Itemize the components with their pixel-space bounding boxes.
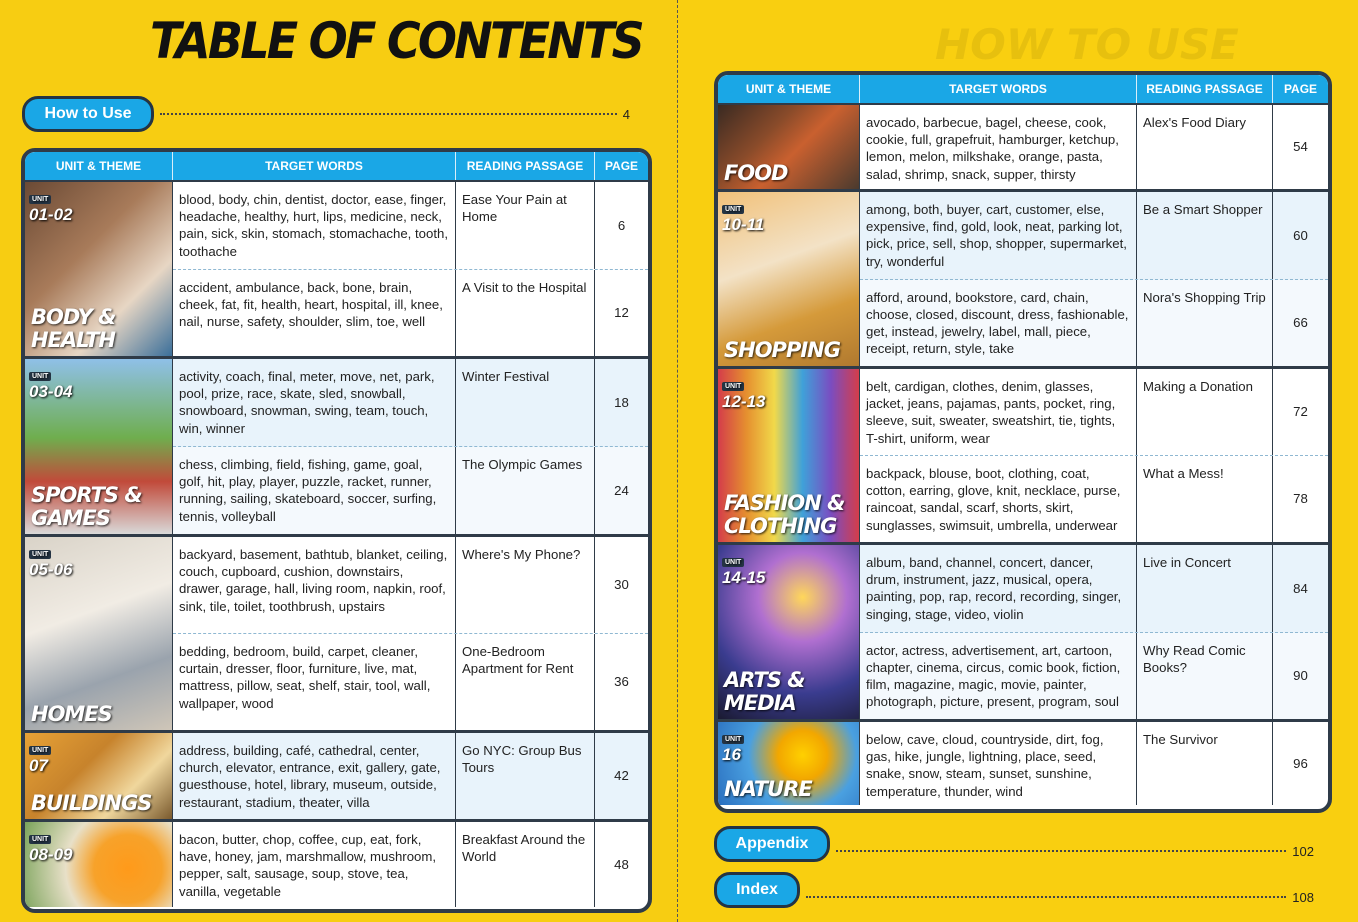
unit-number-tag xyxy=(722,198,764,234)
reading-passage-link[interactable]: The Survivor xyxy=(1137,722,1273,805)
theme-line: ARTS & MEDIA xyxy=(724,668,805,715)
unit-number: 03-04 xyxy=(29,382,73,401)
unit-theme-name xyxy=(31,703,112,726)
unit-label: UNIT xyxy=(722,205,744,214)
header-words: TARGET WORDS xyxy=(173,152,456,180)
unit-label: UNIT xyxy=(722,382,744,391)
table-row[interactable] xyxy=(860,369,1328,456)
leader-dots xyxy=(806,896,1286,898)
unit-label: UNIT xyxy=(722,558,744,567)
unit-theme-image xyxy=(25,182,173,356)
reading-passage-link[interactable]: Live in Concert xyxy=(1137,545,1273,632)
target-words: below, cave, cloud, countryside, dirt, fog, gas, hike, jungle, lightning, place, seed, snake, snow, steam, sunset, sunshine, temperature, thunder, wind xyxy=(860,722,1137,805)
reading-passage-link[interactable]: A Visit to the Hospital xyxy=(456,270,595,357)
unit-block xyxy=(25,733,648,822)
theme-line: GAMES xyxy=(31,506,110,530)
reading-passage-link[interactable]: Winter Festival xyxy=(456,359,595,446)
unit-rows xyxy=(173,359,648,534)
table-header xyxy=(25,152,648,182)
target-words: accident, ambulance, back, bone, brain, cheek, fat, fit, health, heart, hospital, ill, knee, nail, nurse, safety, shoulder, slim, toe, well xyxy=(173,270,456,357)
unit-number-tag xyxy=(29,828,72,864)
unit-theme-image xyxy=(25,537,173,730)
unit-theme-image xyxy=(718,545,860,719)
appendix-row[interactable] xyxy=(714,826,1314,862)
table-row[interactable] xyxy=(173,822,648,907)
unit-theme-name xyxy=(724,669,859,715)
page-number: 24 xyxy=(614,482,629,498)
unit-theme-name xyxy=(724,162,787,185)
unit-theme-image xyxy=(718,722,860,805)
theme-line: HEALTH xyxy=(31,328,115,352)
page-number: 12 xyxy=(614,305,629,321)
target-words: avocado, barbecue, bagel, cheese, cook, cookie, full, grapefruit, hamburger, ketchup, lemon, melon, milkshake, orange, pasta, salad, shrimp, snack, supper, thirsty xyxy=(860,105,1137,189)
unit-theme-image xyxy=(718,369,860,542)
page-number: 18 xyxy=(614,394,629,410)
unit-rows xyxy=(860,192,1328,366)
unit-rows xyxy=(173,537,648,730)
table-row[interactable] xyxy=(173,359,648,447)
unit-label: UNIT xyxy=(29,550,51,559)
reading-passage-link[interactable]: Why Read Comic Books? xyxy=(1137,633,1273,720)
unit-block xyxy=(718,369,1328,545)
target-words: album, band, channel, concert, dancer, drum, instrument, jazz, musical, opera, painting, pop, rap, record, recording, singer, singing, stage, video, violin xyxy=(860,545,1137,632)
table-row[interactable] xyxy=(173,447,648,534)
table-row[interactable] xyxy=(173,634,648,730)
header-passage: READING PASSAGE xyxy=(1137,75,1273,103)
unit-label: UNIT xyxy=(29,372,51,381)
unit-number: 12-13 xyxy=(722,392,766,411)
page-number: 66 xyxy=(1293,315,1308,331)
page-number: 78 xyxy=(1293,491,1308,507)
theme-line: HOMES xyxy=(31,702,112,726)
appendix-button[interactable]: Appendix xyxy=(714,826,830,862)
unit-rows xyxy=(860,105,1328,189)
reading-passage-link[interactable]: Go NYC: Group Bus Tours xyxy=(456,733,595,819)
unit-block xyxy=(25,359,648,537)
unit-block xyxy=(718,545,1328,722)
target-words: afford, around, bookstore, card, chain, choose, closed, discount, dress, fashionable, get, instead, jewelry, label, mall, piece, receipt, return, style, take xyxy=(860,280,1137,367)
reading-passage-link[interactable]: Nora's Shopping Trip xyxy=(1137,280,1273,367)
unit-number: 16 xyxy=(722,745,741,764)
unit-number-tag xyxy=(29,365,72,401)
target-words: chess, climbing, field, fishing, game, goal, golf, hit, play, player, puzzle, racket, runner, running, sailing, skateboard, soccer, surfing, tennis, volleyball xyxy=(173,447,456,534)
theme-line: FASHION & xyxy=(724,491,845,515)
page-number: 90 xyxy=(1293,668,1308,684)
leader-dots xyxy=(836,850,1286,852)
unit-block xyxy=(718,105,1328,192)
unit-theme-name xyxy=(724,339,840,362)
page-number: 30 xyxy=(614,577,629,593)
target-words: backyard, basement, bathtub, blanket, ceiling, couch, cupboard, cushion, downstairs, drawer, garage, hall, living room, napkin, roof, sink, tile, toilet, toothbrush, upstairs xyxy=(173,537,456,633)
unit-block xyxy=(25,537,648,733)
table-row[interactable] xyxy=(173,270,648,357)
unit-block xyxy=(25,822,648,907)
page-number: 84 xyxy=(1293,580,1308,596)
page-number: 54 xyxy=(1293,139,1308,155)
unit-rows xyxy=(860,369,1328,542)
unit-theme-image xyxy=(25,359,173,534)
left-contents-table xyxy=(21,148,652,913)
unit-number: 10-11 xyxy=(722,215,765,234)
unit-rows xyxy=(173,733,648,819)
header-words: TARGET WORDS xyxy=(860,75,1137,103)
unit-theme-name xyxy=(31,792,151,815)
target-words: bedding, bedroom, build, carpet, cleaner, curtain, dresser, floor, furniture, live, mat, mattress, pillow, seat, shelf, stair, tool, wall, wallpaper, wood xyxy=(173,634,456,730)
index-button[interactable]: Index xyxy=(714,872,800,908)
unit-theme-name xyxy=(31,484,142,530)
table-row[interactable] xyxy=(860,545,1328,633)
unit-theme-name xyxy=(31,306,116,352)
table-row[interactable] xyxy=(173,182,648,270)
page-number: 42 xyxy=(614,768,629,784)
unit-number: 08-09 xyxy=(29,845,73,864)
theme-line: FOOD xyxy=(724,161,788,185)
page-title: TABLE OF CONTENTS xyxy=(150,12,643,70)
reading-passage-link[interactable]: One-Bedroom Apartment for Rent xyxy=(456,634,595,730)
unit-theme-image xyxy=(718,105,860,189)
unit-number: 14-15 xyxy=(722,568,766,587)
target-words: bacon, butter, chop, coffee, cup, eat, fork, have, honey, jam, marshmallow, mushroom, pepper, salt, sausage, soup, stove, tea, vanilla, vegetable xyxy=(173,822,456,907)
how-to-use-button[interactable]: How to Use xyxy=(22,96,154,132)
unit-block xyxy=(718,722,1328,805)
unit-theme-image xyxy=(718,192,860,366)
reading-passage-link[interactable]: What a Mess! xyxy=(1137,456,1273,542)
reading-passage-link[interactable]: Ease Your Pain at Home xyxy=(456,182,595,269)
table-row[interactable] xyxy=(860,105,1328,189)
unit-rows xyxy=(860,545,1328,719)
unit-theme-name xyxy=(724,492,844,538)
target-words: backpack, blouse, boot, clothing, coat, cotton, earring, glove, knit, necklace, purse, raincoat, sandal, scarf, shorts, skirt, sunglasses, swimsuit, umbrella, underwear xyxy=(860,456,1137,542)
page-number: 48 xyxy=(614,856,629,872)
theme-line: BUILDINGS xyxy=(31,791,152,815)
unit-number: 07 xyxy=(29,756,48,775)
right-contents-table xyxy=(714,71,1332,813)
page-number: 96 xyxy=(1293,755,1308,771)
reading-passage-link[interactable]: Be a Smart Shopper xyxy=(1137,192,1273,279)
reading-passage-link[interactable]: The Olympic Games xyxy=(456,447,595,534)
header-page: PAGE xyxy=(604,159,639,173)
target-words: address, building, café, cathedral, center, church, elevator, entrance, exit, gallery, gate, guesthouse, hotel, library, museum, outside, restaurant, stadium, theater, villa xyxy=(173,733,456,819)
reading-passage-link[interactable]: Making a Donation xyxy=(1137,369,1273,455)
reading-passage-link[interactable]: Breakfast Around the World xyxy=(456,822,595,907)
unit-rows xyxy=(860,722,1328,805)
header-page: PAGE xyxy=(1283,82,1318,96)
how-to-use-page: 4 xyxy=(622,106,630,122)
theme-line: BODY & xyxy=(31,305,116,329)
unit-number-tag xyxy=(29,188,72,224)
watermark-title: HOW TO USE xyxy=(935,20,1239,69)
unit-number-tag xyxy=(722,375,765,411)
header-unit: UNIT & THEME xyxy=(25,152,173,180)
page-fold xyxy=(677,0,678,922)
theme-line: NATURE xyxy=(724,777,812,801)
header-passage: READING PASSAGE xyxy=(456,152,595,180)
unit-block xyxy=(718,192,1328,369)
theme-line: SHOPPING xyxy=(724,338,840,362)
appendix-page: 102 xyxy=(1292,843,1314,859)
unit-number-tag xyxy=(29,739,51,775)
page-number: 36 xyxy=(614,674,629,690)
reading-passage-link[interactable]: Where's My Phone? xyxy=(456,537,595,633)
index-page: 108 xyxy=(1292,889,1314,905)
target-words: activity, coach, final, meter, move, net, park, pool, prize, race, skate, sled, snowball, snowboard, snowman, swing, team, touch, win, winner xyxy=(173,359,456,446)
header-unit: UNIT & THEME xyxy=(718,75,860,103)
unit-rows xyxy=(173,822,648,907)
theme-line: CLOTHING xyxy=(724,514,837,538)
unit-theme-image xyxy=(25,822,173,907)
leader-dots xyxy=(160,113,617,115)
table-row[interactable] xyxy=(173,537,648,634)
table-row[interactable] xyxy=(173,733,648,819)
theme-line: SPORTS & xyxy=(31,483,142,507)
unit-number-tag xyxy=(722,551,765,587)
page-number: 72 xyxy=(1293,404,1308,420)
target-words: belt, cardigan, clothes, denim, glasses, jacket, jeans, pajamas, pants, pocket, ring, sleeve, suit, sweater, sweatshirt, tie, tights, T-shirt, uniform, wear xyxy=(860,369,1137,455)
unit-number: 01-02 xyxy=(29,205,73,224)
unit-block xyxy=(25,182,648,359)
how-to-use-row[interactable] xyxy=(22,96,630,132)
unit-label: UNIT xyxy=(29,835,51,844)
table-row[interactable] xyxy=(860,280,1328,367)
table-row[interactable] xyxy=(860,192,1328,280)
page-number: 60 xyxy=(1293,227,1308,243)
target-words: among, both, buyer, cart, customer, else, expensive, find, gold, look, neat, parking lot, pick, price, sell, shop, shopper, supermarket, try, wonderful xyxy=(860,192,1137,279)
unit-label: UNIT xyxy=(29,746,51,755)
index-row[interactable] xyxy=(714,872,1314,908)
unit-theme-name xyxy=(724,778,812,801)
table-header xyxy=(718,75,1328,105)
unit-number-tag xyxy=(722,728,744,764)
table-row[interactable] xyxy=(860,722,1328,805)
reading-passage-link[interactable]: Alex's Food Diary xyxy=(1137,105,1273,189)
target-words: actor, actress, advertisement, art, cartoon, chapter, cinema, circus, comic book, fiction, film, magazine, magic, movie, painter, photograph, picture, present, program, soul xyxy=(860,633,1137,720)
unit-label: UNIT xyxy=(722,735,744,744)
page-number: 6 xyxy=(617,217,626,233)
target-words: blood, body, chin, dentist, doctor, ease, finger, headache, healthy, hurt, lips, medicine, neck, pain, sick, skin, stomach, stomachache, tooth, toothache xyxy=(173,182,456,269)
table-row[interactable] xyxy=(860,456,1328,542)
unit-label: UNIT xyxy=(29,195,51,204)
unit-number-tag xyxy=(29,543,72,579)
unit-theme-image xyxy=(25,733,173,819)
table-row[interactable] xyxy=(860,633,1328,720)
unit-rows xyxy=(173,182,648,356)
unit-number: 05-06 xyxy=(29,560,73,579)
